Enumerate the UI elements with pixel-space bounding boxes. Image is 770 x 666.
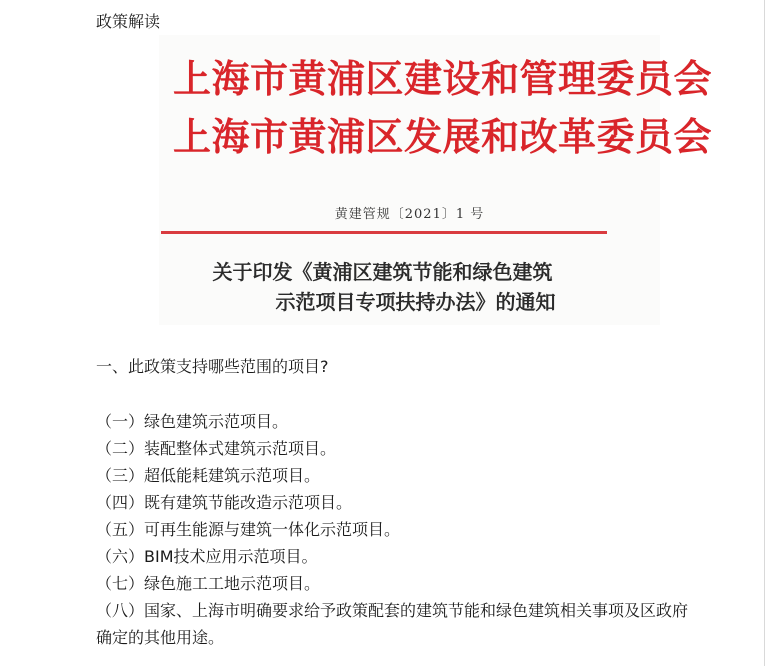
list-item: （八）国家、上海市明确要求给予政策配套的建筑节能和绿色建筑相关事项及区政府确定的其他用途。	[96, 601, 689, 647]
issuing-org-line-1: 上海市黄浦区建设和管理委员会	[173, 56, 713, 101]
list-item: （六）BIM技术应用示范项目。	[96, 547, 318, 566]
notice-title-line-2: 示范项目专项扶持办法》的通知	[275, 290, 556, 314]
issuing-org-line-2: 上海市黄浦区发展和改革委员会	[173, 114, 713, 159]
project-scope-list	[96, 408, 736, 651]
document-number: 黄建管规〔2021〕1 号	[334, 207, 485, 222]
list-item: （二）装配整体式建筑示范项目。	[96, 439, 337, 458]
red-separator-line	[161, 231, 607, 234]
list-item: （三）超低能耗建筑示范项目。	[96, 466, 321, 485]
question-heading: 一、此政策支持哪些范围的项目?	[96, 357, 329, 376]
document-header-image	[159, 35, 713, 325]
right-divider	[764, 0, 765, 666]
list-item: （四）既有建筑节能改造示范项目。	[96, 493, 353, 512]
list-item: （五）可再生能源与建筑一体化示范项目。	[96, 520, 401, 539]
section-label: 政策解读	[96, 12, 161, 31]
notice-title-line-1: 关于印发《黄浦区建筑节能和绿色建筑	[212, 260, 553, 284]
list-item: （七）绿色施工工地示范项目。	[96, 574, 321, 593]
list-item: （一）绿色建筑示范项目。	[96, 412, 289, 431]
